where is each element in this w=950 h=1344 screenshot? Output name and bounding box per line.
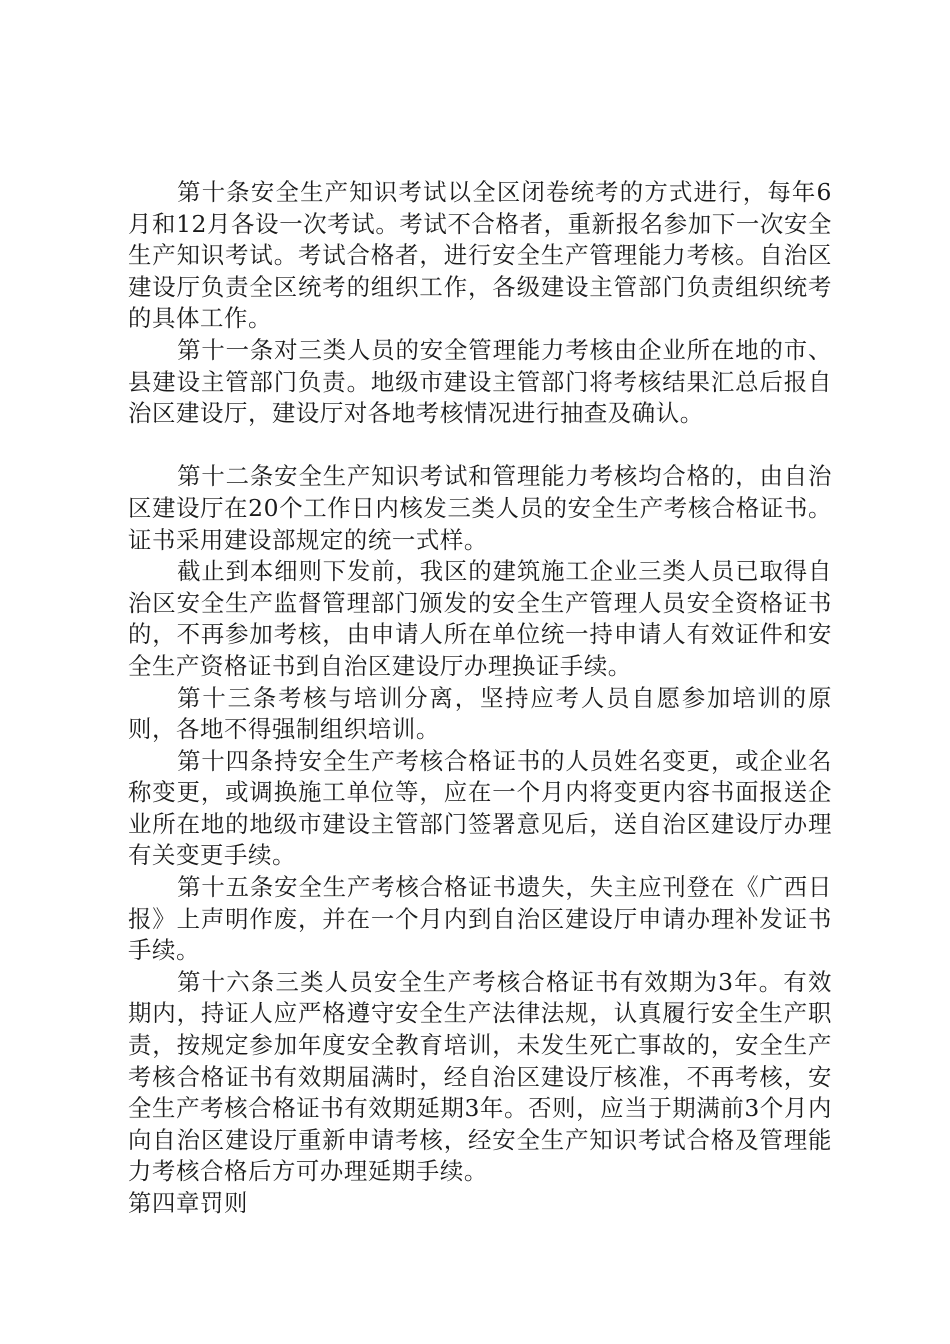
article-16-paragraph: 第十六条三类人员安全生产考核合格证书有效期为3年。有效期内，持证人应严格遵守安全生产法律法规，认真履行安全生产职责，按规定参加年度安全教育培训，未发生死亡事故的，安全生产考核合格证书有效期届满时，经自治区建设厅核准，不再考核，安全生产考核合格证书有效期延期3年。否则，应当于期满前3个月内向自治区建设厅重新申请考核，经安全生产知识考试合格及管理能力考核合格后方可办理延期手续。 [128,967,832,1186]
article-12-paragraph: 第十二条安全生产知识考试和管理能力考核均合格的，由自治区建设厅在20个工作日内核发三类人员的安全生产考核合格证书。证书采用建设部规定的统一式样。 [128,462,832,554]
article-11-paragraph: 第十一条对三类人员的安全管理能力考核由企业所在地的市、县建设主管部门负责。地级市建设主管部门将考核结果汇总后报自治区建设厅，建设厅对各地考核情况进行抽查及确认。 [128,335,832,428]
article-13-paragraph: 第十三条考核与培训分离，坚持应考人员自愿参加培训的原则，各地不得强制组织培训。 [128,683,832,744]
certificate-exchange-paragraph: 截止到本细则下发前，我区的建筑施工企业三类人员已取得自治区安全生产监督管理部门颁发的安全生产管理人员安全资格证书的，不再参加考核，由申请人所在单位统一持申请人有效证件和安全生产资格证书到自治区建设厅办理换证手续。 [128,557,832,680]
article-14-paragraph: 第十四条持安全生产考核合格证书的人员姓名变更，或企业名称变更，或调换施工单位等，应在一个月内将变更内容书面报送企业所在地的地级市建设主管部门签署意见后，送自治区建设厅办理有关变更手续。 [128,746,832,870]
article-10-paragraph: 第十条安全生产知识考试以全区闭卷统考的方式进行，每年6月和12月各设一次考试。考试不合格者，重新报名参加下一次安全生产知识考试。考试合格者，进行安全生产管理能力考核。自治区建设厅负责全区统考的组织工作，各级建设主管部门负责组织统考的具体工作。 [128,178,832,333]
document-body [128,177,832,1220]
article-15-paragraph: 第十五条安全生产考核合格证书遗失，失主应刊登在《广西日报》上声明作废，并在一个月内到自治区建设厅申请办理补发证书手续。 [128,873,832,965]
chapter-heading: 第四章罚则 [128,1189,248,1217]
